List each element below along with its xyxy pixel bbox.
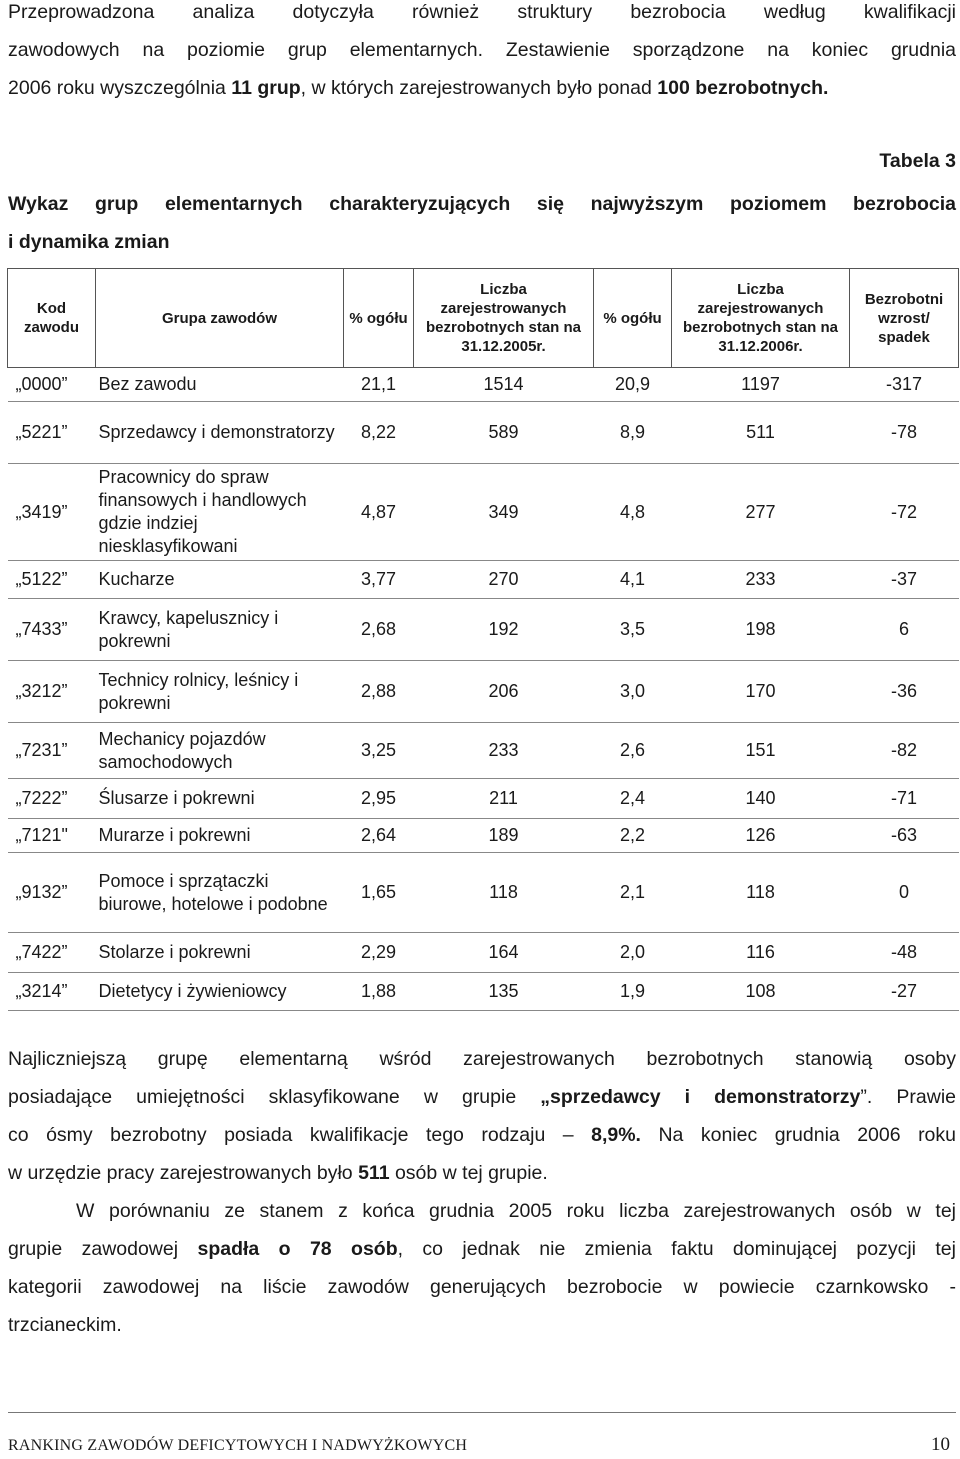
row-code: „7231” [8, 723, 96, 779]
row-percent-2005: 2,64 [344, 819, 414, 853]
row-group-name: Mechanicy pojazdów samochodowych [96, 723, 344, 779]
table-title-line-2: i dynamika zmian [8, 231, 170, 253]
row-code: „7433” [8, 599, 96, 661]
row-percent-2005: 1,65 [344, 853, 414, 933]
row-change: -72 [850, 464, 959, 561]
row-percent-2006: 8,9 [594, 402, 672, 464]
intro-line-2: zawodowych na poziomie grup elementarnych. Zestawienie sporządzone na koniec grudnia [8, 39, 956, 61]
row-percent-2005: 2,95 [344, 779, 414, 819]
row-code: „0000” [8, 368, 96, 402]
summary-text: , co jednak nie zmienia faktu dominującej pozycji tej [397, 1238, 956, 1260]
table-label: Tabela 3 [879, 150, 956, 172]
summary-bold-count: 511 [358, 1162, 390, 1184]
row-count-2006: 198 [672, 599, 850, 661]
row-count-2005: 1514 [414, 368, 594, 402]
row-count-2006: 118 [672, 853, 850, 933]
row-group-name: Sprzedawcy i demonstratorzy [96, 402, 344, 464]
row-percent-2006: 2,4 [594, 779, 672, 819]
row-change: -317 [850, 368, 959, 402]
row-group-name: Dietetycy i żywieniowcy [96, 973, 344, 1011]
row-count-2006: 108 [672, 973, 850, 1011]
row-count-2006: 116 [672, 933, 850, 973]
table-row [8, 368, 959, 402]
row-code: „7121" [8, 819, 96, 853]
row-code: „7422” [8, 933, 96, 973]
row-count-2006: 1197 [672, 368, 850, 402]
row-change: -63 [850, 819, 959, 853]
table-row [8, 853, 959, 933]
row-count-2005: 192 [414, 599, 594, 661]
row-change: 6 [850, 599, 959, 661]
summary-text: Na koniec grudnia 2006 roku [640, 1124, 956, 1146]
table-row [8, 779, 959, 819]
row-count-2005: 206 [414, 661, 594, 723]
summary-text: posiadające umiejętności sklasyfikowane w grupie [8, 1086, 541, 1108]
summary-line-4 [8, 1154, 956, 1192]
row-code: „5221” [8, 402, 96, 464]
summary-line-5: W porównaniu ze stanem z końca grudnia 2005 roku liczba zarejestrowanych osób w tej [76, 1200, 956, 1222]
row-change: 0 [850, 853, 959, 933]
row-code: „3419” [8, 464, 96, 561]
row-count-2006: 170 [672, 661, 850, 723]
summary-line-1: Najliczniejszą grupę elementarną wśród zarejestrowanych bezrobotnych stanowią osoby [8, 1048, 956, 1070]
row-percent-2006: 2,2 [594, 819, 672, 853]
header-percent-2005: % ogółu [344, 269, 414, 368]
table-title-line-1: Wykaz grup elementarnych charakteryzujących się najwyższym poziomem bezrobocia [8, 193, 956, 215]
table-row [8, 599, 959, 661]
table-row [8, 819, 959, 853]
row-percent-2005: 3,25 [344, 723, 414, 779]
intro-line-1: Przeprowadzona analiza dotyczyła również struktury bezrobocia według kwalifikacji [8, 1, 956, 23]
row-percent-2005: 3,77 [344, 561, 414, 599]
table-header-row [8, 269, 959, 368]
row-group-name: Pomoce i sprzątaczki biurowe, hotelowe i podobne [96, 853, 344, 933]
row-percent-2005: 2,29 [344, 933, 414, 973]
row-count-2005: 189 [414, 819, 594, 853]
table-row [8, 933, 959, 973]
row-count-2005: 135 [414, 973, 594, 1011]
table-row [8, 723, 959, 779]
row-percent-2005: 2,68 [344, 599, 414, 661]
summary-text [8, 1040, 956, 1344]
summary-line-8: trzcianeckim. [8, 1314, 122, 1336]
table-title [8, 185, 956, 261]
summary-line-2 [8, 1078, 956, 1116]
summary-line-3 [8, 1116, 956, 1154]
row-change: -27 [850, 973, 959, 1011]
row-code: „7222” [8, 779, 96, 819]
table-row [8, 561, 959, 599]
row-percent-2006: 3,0 [594, 661, 672, 723]
row-percent-2005: 21,1 [344, 368, 414, 402]
row-group-name: Murarze i pokrewni [96, 819, 344, 853]
table-row [8, 661, 959, 723]
row-count-2005: 270 [414, 561, 594, 599]
header-code: Kod zawodu [8, 269, 96, 368]
row-percent-2006: 3,5 [594, 599, 672, 661]
page-number: 10 [931, 1434, 950, 1455]
row-percent-2005: 4,87 [344, 464, 414, 561]
row-count-2006: 277 [672, 464, 850, 561]
summary-text: ”. Prawie [860, 1086, 956, 1108]
table-row [8, 973, 959, 1011]
header-group: Grupa zawodów [96, 269, 344, 368]
summary-text: osób w tej grupie. [389, 1162, 548, 1184]
footer-divider [8, 1412, 956, 1413]
footer-title: RANKING ZAWODÓW DEFICYTOWYCH I NADWYŻKOWYCH [8, 1437, 468, 1454]
row-count-2005: 164 [414, 933, 594, 973]
intro-bold-groups: 11 grup [231, 77, 301, 99]
row-group-name: Bez zawodu [96, 368, 344, 402]
intro-text: , w których zarejestrowanych było ponad [300, 77, 658, 99]
header-count-2006: Liczba zarejestrowanych bezrobotnych stan na 31.12.2006r. [672, 269, 850, 368]
row-change: -36 [850, 661, 959, 723]
intro-text: 2006 roku wyszczególnia [8, 77, 232, 99]
intro-line-3 [8, 69, 956, 107]
row-change: -71 [850, 779, 959, 819]
row-group-name: Krawcy, kapelusznicy i pokrewni [96, 599, 344, 661]
row-change: -48 [850, 933, 959, 973]
summary-bold-group: „sprzedawcy i demonstratorzy [540, 1086, 861, 1108]
summary-bold-percent: 8,9%. [591, 1124, 641, 1146]
row-percent-2005: 2,88 [344, 661, 414, 723]
row-count-2005: 211 [414, 779, 594, 819]
row-change: -82 [850, 723, 959, 779]
row-count-2005: 118 [414, 853, 594, 933]
summary-line-7: kategorii zawodowej na liście zawodów generujących bezrobocie w powiecie czarnkowsko - [8, 1276, 956, 1298]
row-count-2005: 233 [414, 723, 594, 779]
summary-text: co ósmy bezrobotny posiada kwalifikacje tego rodzaju – [8, 1124, 592, 1146]
row-percent-2006: 2,6 [594, 723, 672, 779]
intro-bold-count: 100 bezrobotnych. [657, 77, 829, 99]
row-percent-2005: 8,22 [344, 402, 414, 464]
row-percent-2006: 4,1 [594, 561, 672, 599]
table-row [8, 464, 959, 561]
summary-line-6 [8, 1230, 956, 1268]
row-change: -37 [850, 561, 959, 599]
summary-bold-drop: spadła o 78 osób [197, 1238, 398, 1260]
row-group-name: Ślusarze i pokrewni [96, 779, 344, 819]
row-code: „3214” [8, 973, 96, 1011]
row-percent-2006: 4,8 [594, 464, 672, 561]
row-count-2006: 233 [672, 561, 850, 599]
row-change: -78 [850, 402, 959, 464]
row-count-2005: 349 [414, 464, 594, 561]
summary-text: grupie zawodowej [8, 1238, 198, 1260]
row-count-2006: 140 [672, 779, 850, 819]
row-count-2005: 589 [414, 402, 594, 464]
row-count-2006: 151 [672, 723, 850, 779]
row-code: „9132” [8, 853, 96, 933]
row-percent-2005: 1,88 [344, 973, 414, 1011]
row-count-2006: 126 [672, 819, 850, 853]
header-count-2005: Liczba zarejestrowanych bezrobotnych stan na 31.12.2005r. [414, 269, 594, 368]
row-percent-2006: 20,9 [594, 368, 672, 402]
row-group-name: Pracownicy do spraw finansowych i handlowych gdzie indziej niesklasyfikowani [96, 464, 344, 561]
row-code: „5122” [8, 561, 96, 599]
header-percent-2006: % ogółu [594, 269, 672, 368]
row-percent-2006: 1,9 [594, 973, 672, 1011]
row-percent-2006: 2,0 [594, 933, 672, 973]
table-row [8, 402, 959, 464]
row-percent-2006: 2,1 [594, 853, 672, 933]
intro-paragraph [8, 0, 956, 107]
row-group-name: Stolarze i pokrewni [96, 933, 344, 973]
unemployment-groups-table [7, 268, 959, 1011]
row-code: „3212” [8, 661, 96, 723]
row-count-2006: 511 [672, 402, 850, 464]
summary-text: w urzędzie pracy zarejestrowanych było [8, 1162, 359, 1184]
header-change: Bezrobotni wzrost/ spadek [850, 269, 959, 368]
row-group-name: Kucharze [96, 561, 344, 599]
row-group-name: Technicy rolnicy, leśnicy i pokrewni [96, 661, 344, 723]
